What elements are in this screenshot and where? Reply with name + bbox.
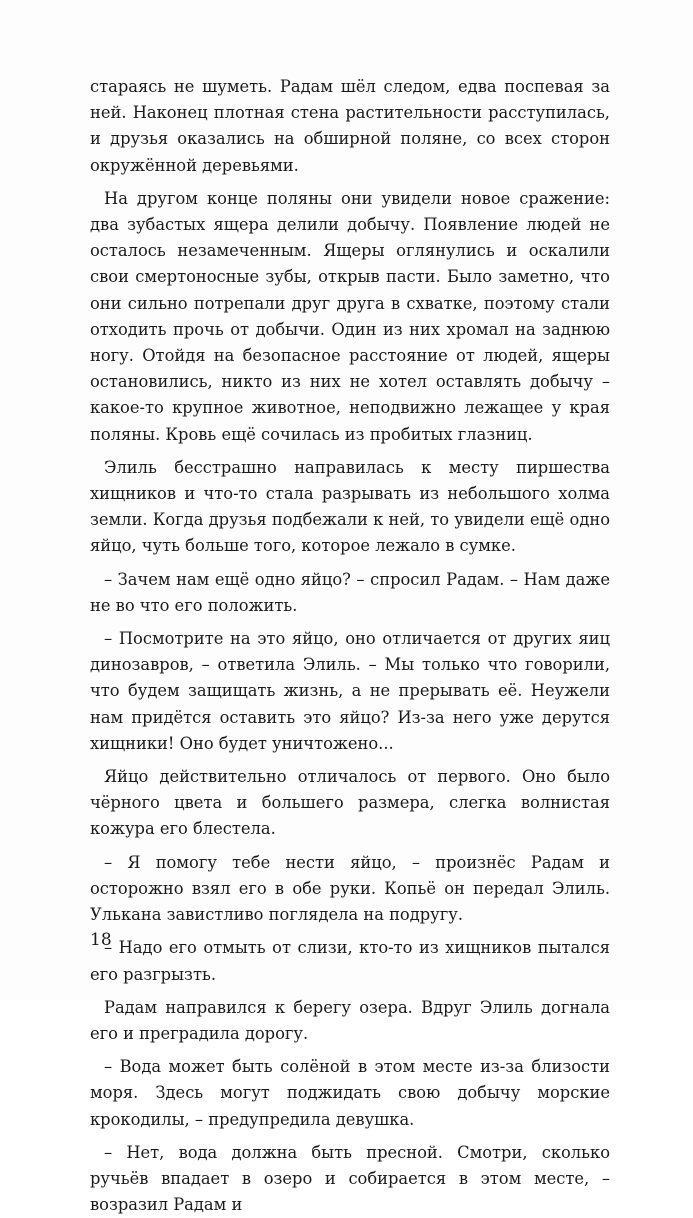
paragraph: стараясь не шуметь. Радам шёл следом, едва поспевая за ней. Наконец плотная стена растительности расступилась, и друзья оказались на обширной поляне, со всех сторон окружённой деревьями. [90, 77, 610, 175]
paragraph: Радам направился к берегу озера. Вдруг Элиль догнала его и преградила дорогу. [90, 997, 610, 1043]
paragraph: – Я помогу тебе нести яйцо, – произнёс Радам и осторожно взял его в обе руки. Копьё он передал Элиль. Улькана завистливо поглядела на подругу. [90, 852, 610, 925]
paragraph: – Нет, вода должна быть пресной. Смотри, сколько ручьёв впадает в озеро и собирается в этом месте, – возразил Радам и [90, 1142, 610, 1215]
paragraph: – Вода может быть солёной в этом месте из-за близости моря. Здесь могут поджидать свою добычу морские крокодилы, – предупредила девушка. [90, 1057, 610, 1129]
paragraph: – Посмотрите на это яйцо, оно отличается от других яиц динозавров, – ответила Элиль. – Мы только что говорили, что будем защищать жизнь, а не прерывать её. Неужели нам придётся оставить это яйцо? Из-за него уже дерутся хищники! Оно будет уничтожено... [90, 629, 610, 753]
page-text [90, 74, 610, 1218]
paragraph: – Надо его отмыть от слизи, кто-то из хищников пытался его разгрызть. [90, 938, 610, 984]
page-number: 18 [90, 930, 112, 950]
paragraph: На другом конце поляны они увидели новое сражение: два зубастых ящера делили добычу. Появление людей не осталось незамеченным. Ящеры оглянулись и оскалили свои смертоносные зубы, открыв пасти. Было заметно, что они сильно потрепали друг друга в схватке, поэтому стали отходить прочь от добычи. Один из них хромал на заднюю ногу. Отойдя на безопасное расстояние от людей, ящеры остановились, никто из них не хотел оставлять добычу – какое-то крупное животное, неподвижно лежащее у края поляны. Кровь ещё сочилась из пробитых глазниц. [90, 188, 610, 444]
paragraph: Яйцо действительно отличалось от первого. Оно было чёрного цвета и большего размера, слегка волнистая кожура его блестела. [90, 767, 610, 839]
paragraph: – Зачем нам ещё одно яйцо? – спросил Радам. – Нам даже не во что его положить. [90, 569, 610, 615]
paragraph: Элиль бесстрашно направилась к месту пиршества хищников и что-то стала разрывать из небольшого холма земли. Когда друзья подбежали к ней, то увидели ещё одно яйцо, чуть больше того, которое лежало в сумке. [90, 457, 610, 556]
